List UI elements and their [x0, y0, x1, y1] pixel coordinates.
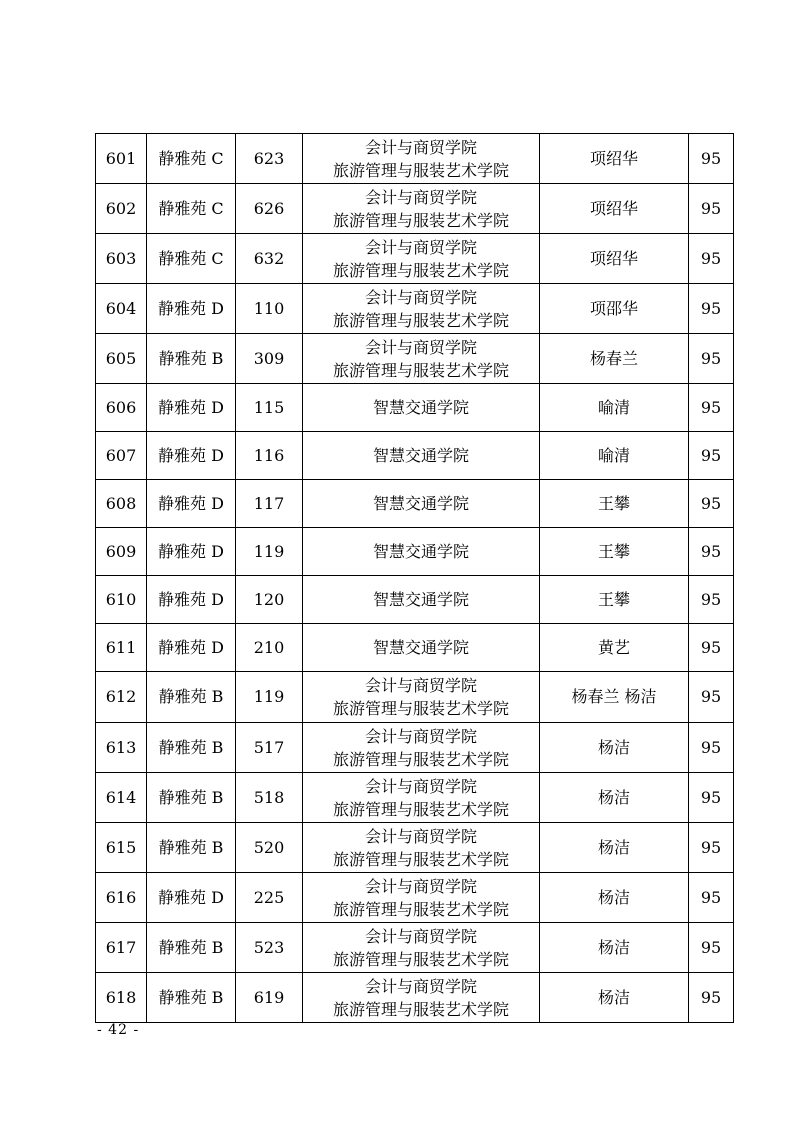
department-name: 旅游管理与服装艺术学院: [332, 360, 509, 380]
department-name: 旅游管理与服装艺术学院: [332, 899, 509, 919]
score-cell: 95: [689, 672, 734, 723]
department-name: 会计与商贸学院: [364, 826, 477, 846]
room-cell: 309: [236, 334, 303, 384]
department-cell: [303, 873, 540, 923]
building-cell: 静雅苑 B: [147, 334, 236, 384]
table-row: [96, 284, 734, 334]
building-cell: 静雅苑 D: [147, 432, 236, 480]
person-cell: 杨洁: [540, 923, 689, 973]
department-cell: [303, 234, 540, 284]
room-cell: 520: [236, 823, 303, 873]
department-name: 会计与商贸学院: [364, 876, 477, 896]
row-number-cell: 609: [96, 528, 147, 576]
building-cell: 静雅苑 D: [147, 480, 236, 528]
person-cell: 项绍华: [540, 134, 689, 184]
row-number-cell: 607: [96, 432, 147, 480]
department-name: 旅游管理与服装艺术学院: [332, 949, 509, 969]
table-row: [96, 234, 734, 284]
department-name: 会计与商贸学院: [364, 926, 477, 946]
person-cell: 杨春兰 杨洁: [540, 672, 689, 723]
building-cell: 静雅苑 D: [147, 384, 236, 432]
row-number-cell: 604: [96, 284, 147, 334]
department-name: 旅游管理与服装艺术学院: [332, 260, 509, 280]
building-cell: 静雅苑 B: [147, 823, 236, 873]
score-cell: 95: [689, 973, 734, 1023]
person-cell: 项绍华: [540, 234, 689, 284]
department-name: 智慧交通学院: [372, 494, 469, 513]
department-cell: [303, 624, 540, 672]
department-name: 旅游管理与服装艺术学院: [332, 160, 509, 180]
department-name: 会计与商贸学院: [364, 976, 477, 996]
score-cell: 95: [689, 873, 734, 923]
table-row: [96, 480, 734, 528]
row-number-cell: 615: [96, 823, 147, 873]
department-cell: [303, 723, 540, 773]
person-cell: 杨洁: [540, 873, 689, 923]
department-name: 旅游管理与服装艺术学院: [332, 849, 509, 869]
person-cell: 杨洁: [540, 723, 689, 773]
dormitory-table: [95, 133, 734, 1023]
department-cell: [303, 528, 540, 576]
person-cell: 杨春兰: [540, 334, 689, 384]
table-row: [96, 384, 734, 432]
table-row: [96, 773, 734, 823]
row-number-cell: 603: [96, 234, 147, 284]
department-cell: [303, 973, 540, 1023]
row-number-cell: 605: [96, 334, 147, 384]
score-cell: 95: [689, 823, 734, 873]
table-row: [96, 873, 734, 923]
building-cell: 静雅苑 B: [147, 923, 236, 973]
department-name: 会计与商贸学院: [364, 237, 477, 257]
page-number: - 42 -: [97, 1022, 140, 1038]
score-cell: 95: [689, 432, 734, 480]
department-name: 旅游管理与服装艺术学院: [332, 699, 509, 718]
room-cell: 117: [236, 480, 303, 528]
room-cell: 619: [236, 973, 303, 1023]
row-number-cell: 606: [96, 384, 147, 432]
person-cell: 项绍华: [540, 184, 689, 234]
building-cell: 静雅苑 B: [147, 723, 236, 773]
row-number-cell: 608: [96, 480, 147, 528]
room-cell: 116: [236, 432, 303, 480]
room-cell: 623: [236, 134, 303, 184]
row-number-cell: 611: [96, 624, 147, 672]
building-cell: 静雅苑 D: [147, 873, 236, 923]
department-name: 智慧交通学院: [372, 446, 469, 465]
department-cell: [303, 823, 540, 873]
person-cell: 王攀: [540, 480, 689, 528]
score-cell: 95: [689, 528, 734, 576]
person-cell: 杨洁: [540, 973, 689, 1023]
person-cell: 喻清: [540, 432, 689, 480]
department-cell: [303, 672, 540, 723]
score-cell: 95: [689, 384, 734, 432]
department-name: 智慧交通学院: [372, 542, 469, 561]
room-cell: 632: [236, 234, 303, 284]
row-number-cell: 614: [96, 773, 147, 823]
department-cell: [303, 480, 540, 528]
score-cell: 95: [689, 576, 734, 624]
department-name: 会计与商贸学院: [364, 676, 477, 695]
department-cell: [303, 134, 540, 184]
room-cell: 210: [236, 624, 303, 672]
building-cell: 静雅苑 B: [147, 973, 236, 1023]
department-cell: [303, 184, 540, 234]
score-cell: 95: [689, 480, 734, 528]
row-number-cell: 612: [96, 672, 147, 723]
building-cell: 静雅苑 D: [147, 284, 236, 334]
department-name: 智慧交通学院: [372, 590, 469, 609]
department-name: 会计与商贸学院: [364, 776, 477, 796]
building-cell: 静雅苑 C: [147, 234, 236, 284]
department-name: 会计与商贸学院: [364, 187, 477, 207]
department-name: 会计与商贸学院: [364, 137, 477, 157]
department-cell: [303, 923, 540, 973]
building-cell: 静雅苑 B: [147, 672, 236, 723]
department-cell: [303, 576, 540, 624]
table-body: [96, 134, 734, 1023]
department-name: 智慧交通学院: [372, 638, 469, 657]
table-row: [96, 823, 734, 873]
department-name: 旅游管理与服装艺术学院: [332, 999, 509, 1019]
score-cell: 95: [689, 624, 734, 672]
room-cell: 523: [236, 923, 303, 973]
table-row: [96, 432, 734, 480]
row-number-cell: 601: [96, 134, 147, 184]
table-row: [96, 134, 734, 184]
table-row: [96, 672, 734, 723]
score-cell: 95: [689, 723, 734, 773]
score-cell: 95: [689, 184, 734, 234]
department-name: 智慧交通学院: [372, 398, 469, 417]
room-cell: 119: [236, 528, 303, 576]
building-cell: 静雅苑 B: [147, 773, 236, 823]
score-cell: 95: [689, 284, 734, 334]
department-cell: [303, 773, 540, 823]
room-cell: 518: [236, 773, 303, 823]
score-cell: 95: [689, 134, 734, 184]
person-cell: 王攀: [540, 528, 689, 576]
building-cell: 静雅苑 D: [147, 528, 236, 576]
score-cell: 95: [689, 773, 734, 823]
department-cell: [303, 384, 540, 432]
row-number-cell: 610: [96, 576, 147, 624]
score-cell: 95: [689, 334, 734, 384]
department-cell: [303, 432, 540, 480]
room-cell: 119: [236, 672, 303, 723]
row-number-cell: 617: [96, 923, 147, 973]
person-cell: 喻清: [540, 384, 689, 432]
room-cell: 225: [236, 873, 303, 923]
score-cell: 95: [689, 923, 734, 973]
department-name: 会计与商贸学院: [364, 337, 477, 357]
row-number-cell: 616: [96, 873, 147, 923]
table-row: [96, 334, 734, 384]
person-cell: 杨洁: [540, 773, 689, 823]
building-cell: 静雅苑 D: [147, 576, 236, 624]
department-name: 旅游管理与服装艺术学院: [332, 749, 509, 769]
row-number-cell: 613: [96, 723, 147, 773]
room-cell: 517: [236, 723, 303, 773]
person-cell: 王攀: [540, 576, 689, 624]
table-row: [96, 576, 734, 624]
department-name: 会计与商贸学院: [364, 287, 477, 307]
row-number-cell: 618: [96, 973, 147, 1023]
score-cell: 95: [689, 234, 734, 284]
row-number-cell: 602: [96, 184, 147, 234]
table-row: [96, 973, 734, 1023]
person-cell: 项邵华: [540, 284, 689, 334]
person-cell: 杨洁: [540, 823, 689, 873]
building-cell: 静雅苑 C: [147, 134, 236, 184]
room-cell: 115: [236, 384, 303, 432]
room-cell: 110: [236, 284, 303, 334]
building-cell: 静雅苑 D: [147, 624, 236, 672]
building-cell: 静雅苑 C: [147, 184, 236, 234]
department-cell: [303, 284, 540, 334]
department-name: 会计与商贸学院: [364, 726, 477, 746]
room-cell: 120: [236, 576, 303, 624]
table-row: [96, 624, 734, 672]
table-row: [96, 723, 734, 773]
department-name: 旅游管理与服装艺术学院: [332, 799, 509, 819]
table-row: [96, 923, 734, 973]
department-name: 旅游管理与服装艺术学院: [332, 210, 509, 230]
department-name: 旅游管理与服装艺术学院: [332, 310, 509, 330]
department-cell: [303, 334, 540, 384]
table-row: [96, 528, 734, 576]
person-cell: 黄艺: [540, 624, 689, 672]
table-row: [96, 184, 734, 234]
room-cell: 626: [236, 184, 303, 234]
